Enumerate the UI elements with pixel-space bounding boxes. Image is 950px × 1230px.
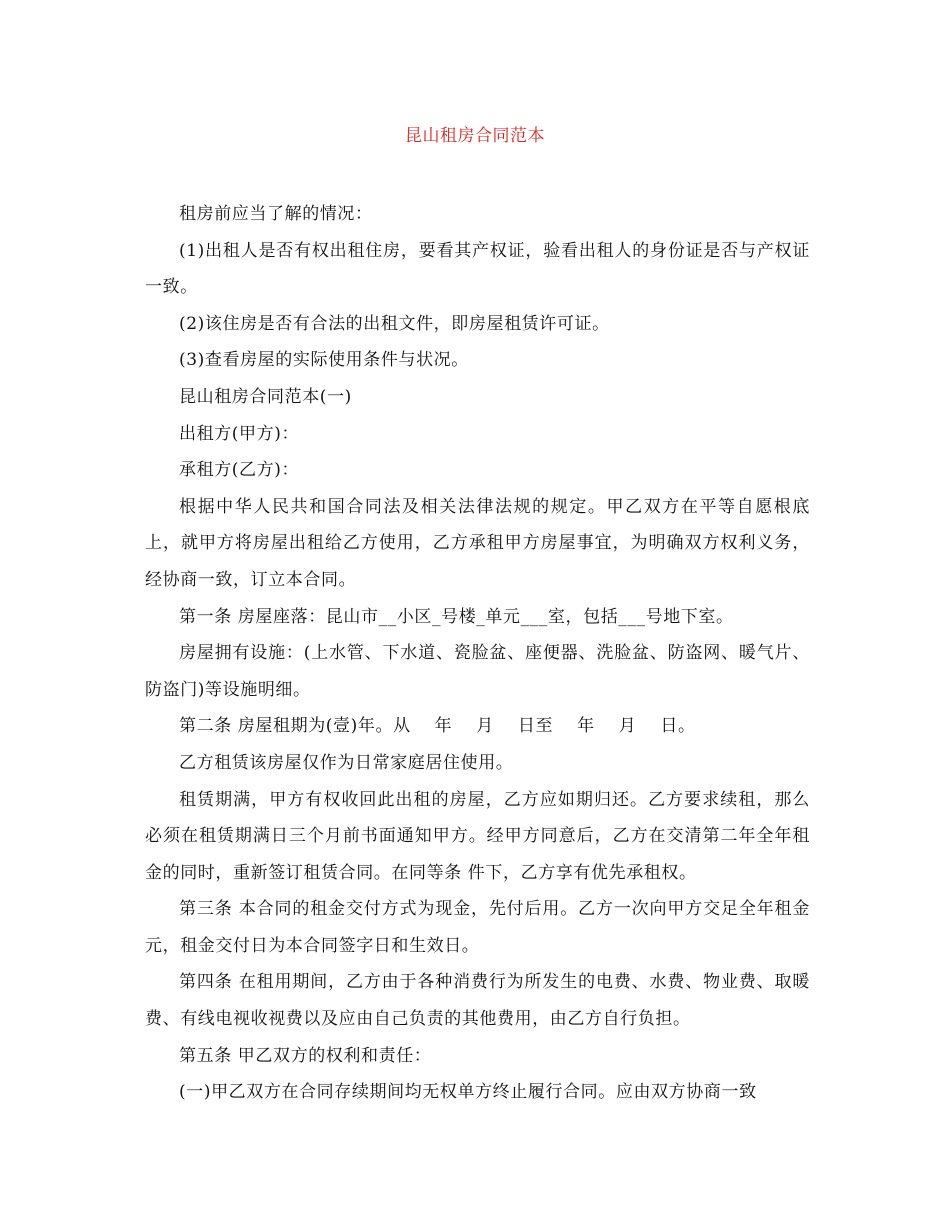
paragraph: 乙方租赁该房屋仅作为日常家庭居住使用。 [179, 752, 514, 773]
document-body [145, 196, 810, 1111]
lessee-field: 承租方(乙方)： [179, 460, 300, 481]
article-5: 第五条 甲乙双方的权利和责任： [179, 1045, 432, 1066]
paragraph: (一)甲乙双方在合同存续期间均无权单方终止履行合同。应由双方协商一致 [179, 1082, 757, 1103]
paragraph: 房屋拥有设施：(上水管、下水道、瓷脸盆、座便器、洗脸盆、防盗网、暖气片、防盗门)等设施明细。 [145, 643, 810, 700]
article-3: 第三条 本合同的租金交付方式为现金，先付后用。乙方一次向甲方交足全年租金元，租金交付日为本合同签字日和生效日。 [145, 899, 810, 956]
article-2: 第二条 房屋租期为(壹)年。从 年 月 日至 年 月 日。 [179, 716, 696, 737]
paragraph: (2)该住房是否有合法的出租文件，即房屋租赁许可证。 [179, 313, 610, 334]
paragraph: 租赁期满，甲方有权收回此出租的房屋，乙方应如期归还。乙方要求续租，那么必须在租赁期满日三个月前书面通知甲方。经甲方同意后，乙方在交清第二年全年租金的同时，重新签订租赁合同。在同等条 件下，乙方享有优先承租权。 [145, 789, 810, 883]
article-1: 第一条 房屋座落：昆山市__小区_号楼_单元___室，包括___号地下室。 [179, 606, 734, 627]
document-title: 昆山租房合同范本 [405, 126, 545, 146]
paragraph: (1)出租人是否有权出租住房，要看其产权证，验看出租人的身份证是否与产权证一致。 [145, 240, 810, 298]
paragraph: 根据中华人民共和国合同法及相关法律法规的规定。甲乙双方在平等自愿根底上，就甲方将房屋出租给乙方使用，乙方承租甲方房屋事宜，为明确双方权利义务，经协商一致，订立本合同。 [145, 496, 810, 590]
article-4: 第四条 在租用期间，乙方由于各种消费行为所发生的电费、水费、物业费、取暖费、有线电视收视费以及应由自己负责的其他费用，由乙方自行负担。 [145, 972, 810, 1030]
paragraph: 租房前应当了解的情况： [179, 204, 373, 224]
paragraph: (3)查看房屋的实际使用条件与状况。 [179, 350, 469, 371]
lessor-field: 出租方(甲方)： [179, 423, 300, 444]
section-heading: 昆山租房合同范本(一) [179, 386, 352, 407]
